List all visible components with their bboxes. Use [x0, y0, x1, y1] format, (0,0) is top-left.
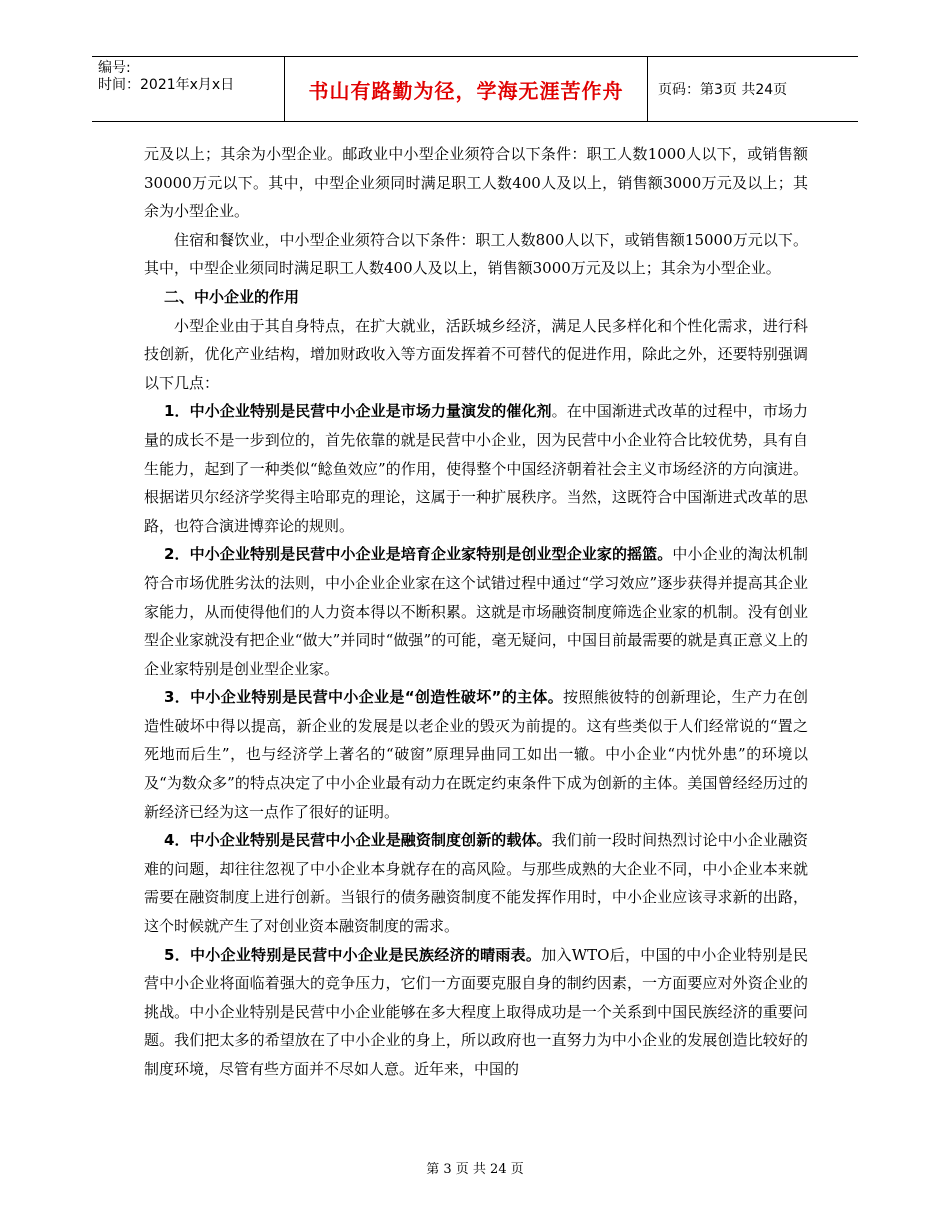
document-body	[144, 140, 808, 1084]
item-2-title: 2．中小企业特别是民营中小企业是培育企业家特别是创业型企业家的摇篮。	[164, 545, 673, 564]
paragraph-continued: 元及以上；其余为小型企业。邮政业中小型企业须符合以下条件：职工人数1000人以下，或销售额30000万元以下。其中，中型企业须同时满足职工人数400人及以上，销售额3000万元及以上；其余为小型企业。	[144, 145, 808, 221]
item-4-title: 4．中小企业特别是民营中小企业是融资制度创新的载体。	[164, 831, 552, 850]
list-item-5	[144, 941, 808, 1084]
header-motto: 书山有路勤为径，学海无涯苦作舟	[284, 57, 648, 121]
item-2-text: 中小企业的淘汰机制符合市场优胜劣汰的法则，中小企业企业家在这个试错过程中通过“学习效应”逐步获得并提高其企业家能力，从而使得他们的人力资本得以不断积累。这就是市场融资制度筛选企业家的机制。没有创业型企业家就没有把企业“做大”并同时“做强”的可能，毫无疑问，中国目前最需要的就是真正意义上的企业家特别是创业型企业家。	[144, 545, 808, 678]
paragraph-lodging: 住宿和餐饮业，中小型企业须符合以下条件：职工人数800人以下，或销售额15000万元以下。其中，中型企业须同时满足职工人数400人及以上，销售额3000万元及以上；其余为小型企业。	[144, 230, 808, 278]
time-label: 时间：2021年x月x日	[98, 77, 235, 93]
item-1-text: 。在中国渐进式改革的过程中，市场力量的成长不是一步到位的，首先依靠的就是民营中小企业，因为民营中小企业符合比较优势，具有自生能力，起到了一种类似“鲶鱼效应”的作用，使得整个中国经济朝着社会主义市场经济的方向演进。根据诺贝尔经济学奖得主哈耶克的理论，这属于一种扩展秩序。当然，这既符合中国渐进式改革的思路，也符合演进博弈论的规则。	[144, 402, 808, 535]
number-label: 编号:	[98, 60, 131, 76]
list-item-3	[144, 683, 808, 826]
list-item-4	[144, 826, 808, 940]
item-5-text: 加入WTO后，中国的中小企业特别是民营中小企业将面临着强大的竞争压力，它们一方面要克服自身的制约因素，一方面要应对外资企业的挑战。中小企业特别是民营中小企业能够在多大程度上取得成功是一个关系到中国民族经济的重要问题。我们把太多的希望放在了中小企业的身上，所以政府也一直努力为中小企业的发展创造比较好的制度环境，尽管有些方面并不尽如人意。近年来，中国的	[144, 945, 808, 1078]
header-page-label: 页码：第3页 共24页	[658, 82, 788, 98]
paragraph-intro: 小型企业由于其自身特点，在扩大就业，活跃城乡经济，满足人民多样化和个性化需求，进行科技创新，优化产业结构，增加财政收入等方面发挥着不可替代的促进作用，除此之外，还要特别强调以下几点：	[144, 316, 808, 392]
list-item-2	[144, 540, 808, 683]
item-5-title: 5．中小企业特别是民营中小企业是民族经济的晴雨表。	[164, 945, 542, 964]
page-footer: 第 3 页 共 24 页	[426, 1162, 524, 1177]
section-heading: 二、中小企业的作用	[164, 287, 300, 306]
header-info-cell	[92, 57, 284, 121]
item-1-title: 1．中小企业特别是民营中小企业是市场力量演发的催化剂	[164, 402, 552, 421]
item-4-text: 我们前一段时间热烈讨论中小企业融资难的问题，却往往忽视了中小企业本身就存在的高风险。与那些成熟的大企业不同，中小企业本来就需要在融资制度上进行创新。当银行的债务融资制度不能发挥作用时，中小企业应该寻求新的出路，这个时候就产生了对创业资本融资制度的需求。	[144, 831, 808, 936]
list-item-1	[144, 397, 808, 540]
page-header	[92, 56, 858, 122]
item-3-title: 3．中小企业特别是民营中小企业是“创造性破坏”的主体。	[164, 688, 564, 707]
item-3-text: 按照熊彼特的创新理论，生产力在创造性破坏中得以提高，新企业的发展是以老企业的毁灭为前提的。这有些类似于人们经常说的“置之死地而后生”，也与经济学上著名的“破窗”原理异曲同工如出一辙。中小企业“内忧外患”的环境以及“为数众多”的特点决定了中小企业最有动力在既定约束条件下成为创新的主体。美国曾经经历过的新经济已经为这一点作了很好的证明。	[144, 688, 808, 821]
